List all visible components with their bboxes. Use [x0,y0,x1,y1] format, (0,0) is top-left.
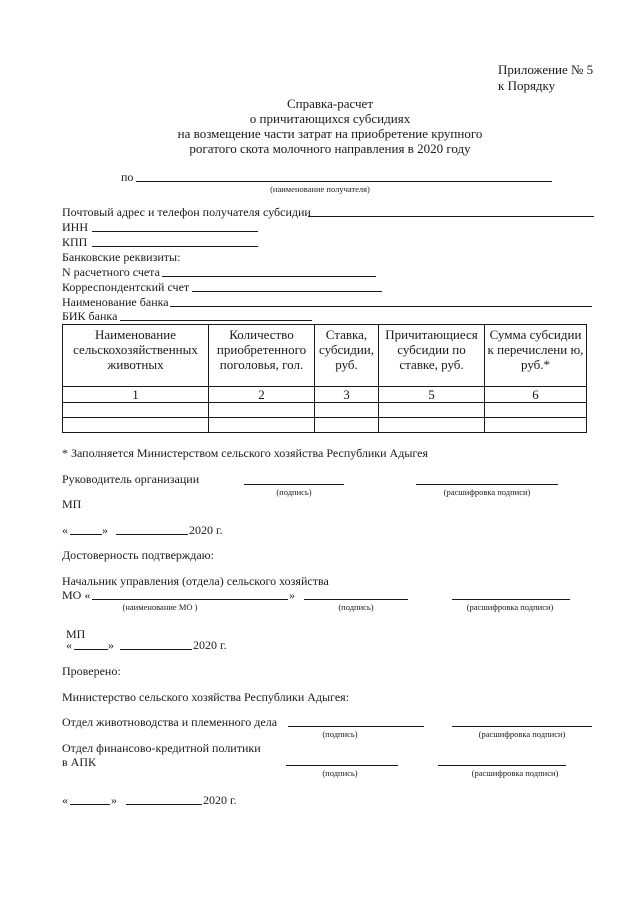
table-cell[interactable] [209,418,315,433]
inn-label: ИНН [62,220,88,234]
date-month-field[interactable] [116,534,188,535]
header-quantity: Количество приобретенного поголовья, гол. [209,325,315,387]
date-month-field[interactable] [126,804,202,805]
date-year: 2020 г. [193,638,227,652]
table-cell[interactable] [485,403,587,418]
confirm-label: Достоверность подтверждаю: [62,548,214,562]
title-line-1: Справка-расчет [286,96,374,111]
chief-signature-field[interactable] [304,599,408,600]
table-cell[interactable] [485,418,587,433]
corr-account-label: Корреспондентский счет [62,280,190,294]
head-org-label: Руководитель организации [62,472,200,486]
recipient-prefix: по [121,170,134,184]
finance-signature-field[interactable] [286,765,398,766]
table-number-row [63,387,587,403]
appendix-order: к Порядку [498,78,556,93]
dept-finance-label: Отдел финансово-кредитной политики [62,741,261,755]
decoding-caption: (расшифровка подписи) [466,602,554,612]
head-decoding-field[interactable] [416,484,558,485]
column-number: 2 [209,387,315,403]
header-rate: Ставка, субсидии, руб. [315,325,379,387]
mp-stamp-label: МП [62,497,82,511]
date-year: 2020 г. [189,523,223,537]
finance-decoding-field[interactable] [438,765,566,766]
address-field[interactable] [308,216,594,217]
corr-account-field[interactable] [192,291,382,292]
table-cell[interactable] [209,403,315,418]
date-month-field[interactable] [120,649,192,650]
header-transfer-sum: Сумма субсидии к перечислени ю, руб.* [485,325,587,387]
chief-decoding-field[interactable] [452,599,570,600]
column-number: 6 [485,387,587,403]
ministry-label: Министерство сельского хозяйства Республики Адыгея: [62,690,350,704]
address-label: Почтовый адрес и телефон получателя субсидии [62,205,311,219]
bank-requisites-label: Банковские реквизиты: [62,250,181,264]
bank-name-field[interactable] [170,306,592,307]
dept-finance-label-2: в АПК [62,755,97,769]
header-due-subsidy: Причитающиеся субсидии по ставке, руб. [379,325,485,387]
decoding-caption: (расшифровка подписи) [471,768,559,778]
mo-name-caption: (наименование МО ) [122,602,198,612]
checked-label: Проверено: [62,664,121,678]
title-line-3: на возмещение части затрат на приобретение крупного [177,126,483,141]
date-day-field[interactable] [74,649,108,650]
date-quote-close: » [111,793,117,807]
footnote: * Заполняется Министерством сельского хозяйства Республики Адыгея [62,446,428,460]
table-cell[interactable] [63,418,209,433]
account-label: N расчетного счета [62,265,160,279]
table-row [63,403,587,418]
recipient-caption: (наименование получателя) [270,184,370,194]
dept-livestock-label: Отдел животноводства и племенного дела [62,715,278,729]
decoding-caption: (расшифровка подписи) [478,729,566,739]
date-day-field[interactable] [70,534,102,535]
livestock-decoding-field[interactable] [452,726,592,727]
inn-field[interactable] [92,231,258,232]
mo-name-field[interactable] [92,599,288,600]
recipient-field[interactable] [136,181,552,182]
table-cell[interactable] [315,418,379,433]
kpp-label: КПП [62,235,88,249]
table-cell[interactable] [379,403,485,418]
date-day-field[interactable] [70,804,110,805]
bik-field[interactable] [120,320,312,321]
signature-caption: (подпись) [338,602,374,612]
date-quote-open: « [66,638,72,652]
bik-label: БИК банка [62,309,118,323]
column-number: 3 [315,387,379,403]
signature-caption: (подпись) [276,487,312,497]
column-number: 1 [63,387,209,403]
signature-caption: (подпись) [322,768,358,778]
livestock-signature-field[interactable] [288,726,424,727]
date-year: 2020 г. [203,793,237,807]
table-cell[interactable] [379,418,485,433]
document-title [150,96,510,156]
head-signature-field[interactable] [244,484,344,485]
table-cell[interactable] [315,403,379,418]
signature-caption: (подпись) [322,729,358,739]
appendix-number: Приложение № 5 [498,62,594,77]
mo-suffix: » [289,588,295,602]
account-field[interactable] [162,276,376,277]
table-header-row [63,325,587,387]
date-quote-open: « [62,793,68,807]
title-line-4: рогатого скота молочного направления в 2020 году [189,141,471,156]
header-animals: Наименование сельскохозяйственных животных [63,325,209,387]
date-quote-close: » [102,523,108,537]
mo-prefix: МО « [62,588,91,602]
table-row [63,418,587,433]
kpp-field[interactable] [92,246,258,247]
chief-label: Начальник управления (отдела) сельского хозяйства [62,574,329,588]
table-cell[interactable] [63,403,209,418]
subsidy-table [62,324,587,433]
decoding-caption: (расшифровка подписи) [443,487,531,497]
date-quote-close: » [108,638,114,652]
date-quote-open: « [62,523,68,537]
column-number: 5 [379,387,485,403]
title-line-2: о причитающихся субсидиях [249,111,411,126]
mp-stamp-label: МП [66,627,86,641]
bank-name-label: Наименование банка [62,295,169,309]
